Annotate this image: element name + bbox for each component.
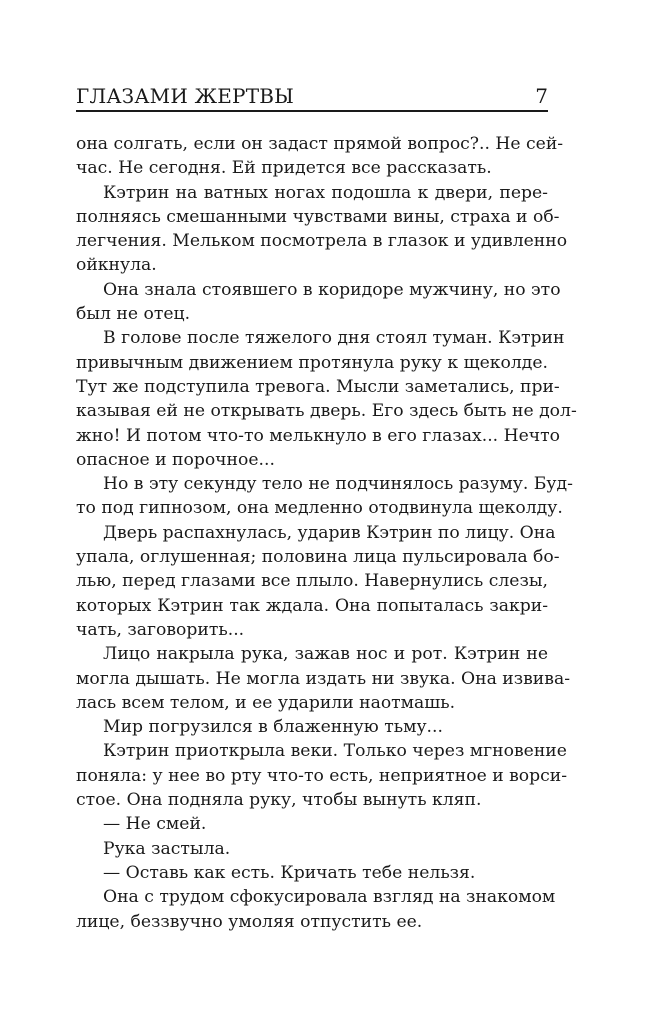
text-line: был не отец.	[76, 304, 191, 325]
text-line: опасное и порочное...	[76, 449, 275, 470]
text-line: час. Не сегодня. Ей придется все рассказать.	[76, 158, 492, 179]
body-text	[76, 132, 577, 934]
paragraph-first-line: Но в эту секунду тело не подчинялось разуму. Буд-	[103, 474, 573, 495]
text-line: полняясь смешанными чувствами вины, страха и об-	[76, 206, 560, 227]
paragraph-first-line: Кэтрин на ватных ногах подошла к двери, пере-	[103, 182, 548, 203]
running-header	[76, 84, 548, 112]
text-line: лице, беззвучно умоляя отпустить ее.	[76, 911, 423, 932]
paragraph-first-line: Она знала стоявшего в коридоре мужчину, но это	[103, 279, 561, 300]
text-line: поняла: у нее во рту что-то есть, неприятное и ворси-	[76, 765, 568, 786]
paragraph-first-line: Мир погрузился в блаженную тьму...	[103, 717, 443, 738]
page-number: 7	[535, 84, 548, 108]
paragraph-first-line: Рука застыла.	[103, 838, 231, 859]
text-line: лью, перед глазами все плыло. Навернулись слезы,	[76, 571, 548, 592]
text-line: стое. Она подняла руку, чтобы вынуть кляп.	[76, 790, 482, 811]
text-line: Тут же подступила тревога. Мысли заметались, при-	[76, 376, 560, 397]
text-line: привычным движением протянула руку к щеколде.	[76, 352, 548, 373]
text-line: лась всем телом, и ее ударили наотмашь.	[76, 692, 456, 713]
text-line: чать, заговорить...	[76, 619, 245, 640]
text-line: ойкнула.	[76, 255, 157, 276]
paragraph-first-line: — Оставь как есть. Кричать тебе нельзя.	[103, 862, 476, 883]
paragraph-first-line: — Не смей.	[103, 814, 207, 835]
text-line: жно! И потом что-то мелькнуло в его глазах... Нечто	[76, 425, 560, 446]
text-line: упала, оглушенная; половина лица пульсировала бо-	[76, 547, 560, 568]
running-title: ГЛАЗАМИ ЖЕРТВЫ	[76, 84, 295, 108]
paragraph-first-line: Она с трудом сфокусировала взгляд на знакомом	[103, 887, 556, 908]
text-line: легчения. Мельком посмотрела в глазок и удивленно	[76, 231, 568, 252]
text-line: могла дышать. Не могла издать ни звука. Она извива-	[76, 668, 570, 689]
paragraph-first-line: Лицо накрыла рука, зажав нос и рот. Кэтрин не	[103, 644, 548, 665]
paragraph-first-line: Кэтрин приоткрыла веки. Только через мгновение	[103, 741, 567, 762]
text-line: то под гипнозом, она медленно отодвинула щеколду.	[76, 498, 563, 519]
text-line: которых Кэтрин так ждала. Она попыталась закри-	[76, 595, 548, 616]
paragraph-first-line: Дверь распахнулась, ударив Кэтрин по лицу. Она	[103, 522, 556, 543]
paragraph-first-line: В голове после тяжелого дня стоял туман. Кэтрин	[103, 328, 565, 349]
text-line: она солгать, если он задаст прямой вопрос?.. Не сей-	[76, 134, 564, 154]
text-line: казывая ей не открывать дверь. Его здесь быть не дол-	[76, 401, 577, 422]
